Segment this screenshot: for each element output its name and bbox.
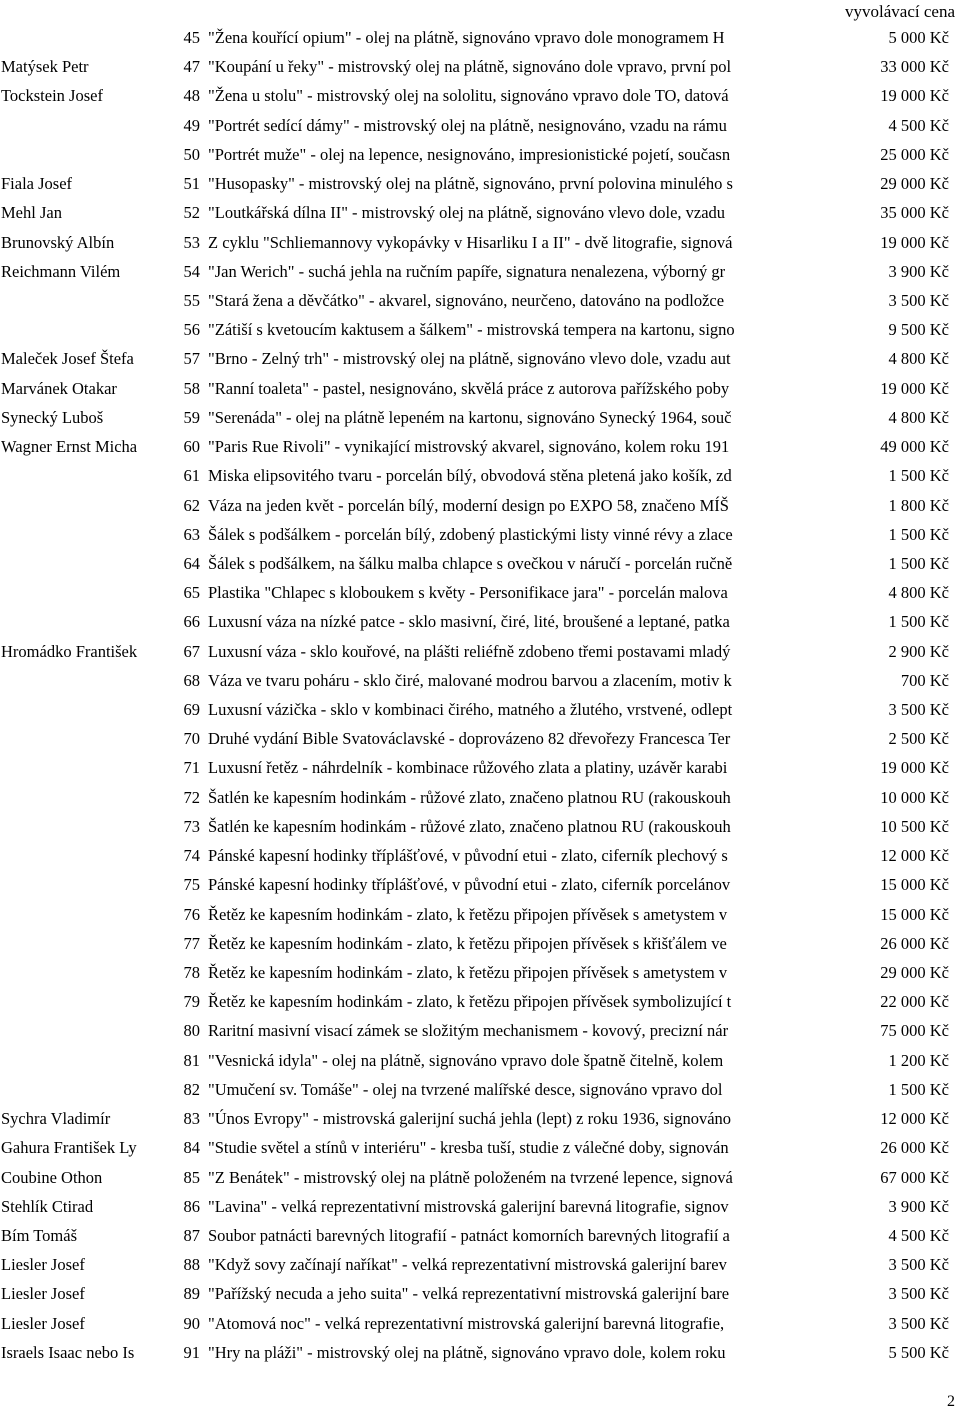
lot-number: 62	[183, 495, 200, 515]
lot-author: Tockstein Josef	[1, 86, 103, 106]
lot-row	[0, 1250, 960, 1279]
lot-number: 52	[183, 203, 200, 223]
lot-starting-price: 10 500 Kč	[880, 816, 949, 836]
lot-starting-price: 4 800 Kč	[888, 407, 949, 427]
lot-starting-price: 67 000 Kč	[880, 1167, 949, 1187]
page-number: 2	[947, 1393, 955, 1410]
lot-row	[0, 987, 960, 1016]
lot-description: Šatlén ke kapesním hodinkám - růžové zlato, značeno platnou RU (rakouskouh	[208, 787, 731, 807]
lot-starting-price: 3 500 Kč	[888, 1313, 949, 1333]
lot-description: "Když sovy začínají naříkat" - velká reprezentativní mistrovská galerijní barev	[208, 1255, 727, 1275]
lot-row	[0, 841, 960, 870]
lot-number: 66	[183, 612, 200, 632]
lot-description: Luxusní váza - sklo kouřové, na plášti reliéfně zdobeno třemi postavami mladý	[208, 641, 731, 661]
lot-starting-price: 12 000 Kč	[880, 1109, 949, 1129]
lot-author: Matýsek Petr	[1, 57, 89, 77]
lot-description: "Únos Evropy" - mistrovská galerijní suchá jehla (lept) z roku 1936, signováno	[208, 1109, 732, 1129]
lot-description: Luxusní řetěz - náhrdelník - kombinace růžového zlata a platiny, uzávěr karabi	[208, 758, 728, 778]
lot-starting-price: 19 000 Kč	[880, 758, 949, 778]
lot-description: "Žena u stolu" - mistrovský olej na sololitu, signováno vpravo dole TO, datová	[208, 86, 729, 106]
lot-description: Miska elipsovitého tvaru - porcelán bílý, obvodová stěna pletená jako košík, zd	[208, 466, 732, 486]
lot-number: 67	[183, 641, 200, 661]
lot-starting-price: 1 500 Kč	[888, 612, 949, 632]
lot-row	[0, 140, 960, 169]
lot-row	[0, 1133, 960, 1162]
lot-description: "Z Benátek" - mistrovský olej na plátně položeném na tvrzené lepence, signová	[208, 1167, 733, 1187]
lot-number: 45	[183, 28, 200, 47]
lot-number: 76	[183, 904, 200, 924]
lot-description: Šálek s podšálkem - porcelán bílý, zdobený plastickými listy vinné révy a zlace	[208, 524, 733, 544]
lot-number: 54	[183, 261, 200, 281]
lot-row	[0, 257, 960, 286]
lot-description: Z cyklu "Schliemannovy vykopávky v Hisarliku I a II" - dvě litografie, signová	[208, 232, 733, 252]
lot-row	[0, 724, 960, 753]
lot-description: Šálek s podšálkem, na šálku malba chlapce s ovečkou v náručí - porcelán ručně	[208, 553, 733, 573]
lot-starting-price: 3 900 Kč	[888, 261, 949, 281]
lot-starting-price: 19 000 Kč	[880, 232, 949, 252]
lot-row	[0, 1279, 960, 1308]
lot-number: 87	[183, 1225, 200, 1245]
lot-starting-price: 49 000 Kč	[880, 437, 949, 457]
lot-description: "Husopasky" - mistrovský olej na plátně, signováno, první polovina minulého s	[208, 174, 733, 194]
lot-starting-price: 35 000 Kč	[880, 203, 949, 223]
lot-author: Israels Isaac nebo Is	[1, 1342, 135, 1362]
lot-starting-price: 10 000 Kč	[880, 787, 949, 807]
lot-number: 55	[183, 290, 200, 310]
lot-starting-price: 1 800 Kč	[888, 495, 949, 515]
lot-row	[0, 1046, 960, 1075]
lot-starting-price: 19 000 Kč	[880, 378, 949, 398]
lot-starting-price: 1 500 Kč	[888, 524, 949, 544]
lot-row	[0, 578, 960, 607]
lot-row	[0, 812, 960, 841]
lot-starting-price: 2 500 Kč	[888, 729, 949, 749]
lot-starting-price: 3 900 Kč	[888, 1196, 949, 1216]
lot-row	[0, 753, 960, 782]
lot-row	[0, 111, 960, 140]
lot-starting-price: 19 000 Kč	[880, 86, 949, 106]
lot-number: 57	[183, 349, 200, 369]
lot-starting-price: 3 500 Kč	[888, 1284, 949, 1304]
lot-starting-price: 26 000 Kč	[880, 933, 949, 953]
lot-author: Wagner Ernst Micha	[1, 437, 138, 457]
lot-number: 71	[183, 758, 200, 778]
lot-number: 63	[183, 524, 200, 544]
lot-starting-price: 75 000 Kč	[880, 1021, 949, 1041]
lot-starting-price: 4 800 Kč	[888, 583, 949, 603]
lot-row	[0, 403, 960, 432]
lot-author: Marvánek Otakar	[1, 378, 117, 398]
lot-description: Řetěz ke kapesním hodinkám - zlato, k řetězu připojen přívěsek symbolizující t	[208, 992, 732, 1012]
lot-author: Liesler Josef	[1, 1284, 85, 1304]
lot-row	[0, 461, 960, 490]
lot-number: 80	[183, 1021, 200, 1041]
lot-starting-price: 33 000 Kč	[880, 57, 949, 77]
lot-author: Maleček Josef Štefa	[1, 349, 134, 369]
lot-number: 47	[183, 57, 200, 77]
lot-description: Soubor patnácti barevných litografií - patnáct komorních barevných litografií a	[208, 1225, 730, 1245]
lot-number: 72	[183, 787, 200, 807]
lot-author: Brunovský Albín	[1, 232, 115, 252]
lot-number: 84	[183, 1138, 200, 1158]
lot-author: Stehlík Ctirad	[1, 1196, 94, 1216]
lot-description: "Koupání u řeky" - mistrovský olej na plátně, signováno dole vpravo, první pol	[208, 57, 732, 77]
lot-number: 60	[183, 437, 200, 457]
lot-author: Sychra Vladimír	[1, 1109, 111, 1129]
lot-author: Liesler Josef	[1, 1313, 85, 1333]
lot-description: Řetěz ke kapesním hodinkám - zlato, k řetězu připojen přívěsek s křišťálem ve	[208, 933, 727, 953]
lot-author: Mehl Jan	[1, 203, 62, 223]
lot-number: 73	[183, 816, 200, 836]
lot-row	[0, 958, 960, 987]
lot-description: Raritní masivní visací zámek se složitým mechanismem - kovový, precizní nár	[208, 1021, 729, 1041]
lot-starting-price: 700 Kč	[900, 670, 949, 690]
lot-row	[0, 520, 960, 549]
lot-description: Plastika "Chlapec s kloboukem s květy - Personifikace jara" - porcelán malova	[208, 583, 728, 603]
lot-starting-price: 12 000 Kč	[880, 846, 949, 866]
lot-row	[0, 783, 960, 812]
lot-number: 61	[183, 466, 200, 486]
lot-row	[0, 315, 960, 344]
lot-row	[0, 870, 960, 899]
lot-author: Synecký Luboš	[1, 407, 104, 427]
lot-author: Reichmann Vilém	[1, 261, 121, 281]
lot-row	[0, 432, 960, 461]
lot-row	[0, 286, 960, 315]
lot-number: 49	[183, 115, 200, 135]
lot-description: "Pařížský necuda a jeho suita" - velká reprezentativní mistrovská galerijní bare	[208, 1284, 730, 1304]
lot-description: Řetěz ke kapesním hodinkám - zlato, k řetězu připojen přívěsek s ametystem v	[208, 963, 728, 982]
lot-description: "Portrét sedící dámy" - mistrovský olej na plátně, nesignováno, vzadu na rámu	[208, 115, 727, 135]
lot-number: 70	[183, 729, 200, 749]
lot-description: Šatlén ke kapesním hodinkám - růžové zlato, značeno platnou RU (rakouskouh	[208, 816, 731, 836]
lot-starting-price: 29 000 Kč	[880, 174, 949, 194]
lot-starting-price: 15 000 Kč	[880, 904, 949, 924]
lot-number: 85	[183, 1167, 200, 1187]
lot-description: "Stará žena a děvčátko" - akvarel, signováno, neurčeno, datováno na podložce	[208, 290, 725, 310]
lot-description: Váza na jeden květ - porcelán bílý, moderní design po EXPO 58, značeno MÍŠ	[208, 495, 729, 515]
lot-row	[0, 1338, 960, 1367]
lot-starting-price: 9 500 Kč	[888, 320, 949, 340]
lot-number: 69	[183, 700, 200, 720]
lot-number: 75	[183, 875, 200, 895]
lot-description: "Umučení sv. Tomáše" - olej na tvrzené malířské desce, signováno vpravo dol	[208, 1079, 723, 1099]
lot-description: "Atomová noc" - velká reprezentativní mistrovská galerijní barevná litografie,	[208, 1313, 725, 1333]
lot-number: 89	[183, 1284, 200, 1304]
lot-author: Gahura František Ly	[1, 1138, 137, 1158]
lot-description: "Paris Rue Rivoli" - vynikající mistrovský akvarel, signováno, kolem roku 191	[208, 437, 730, 457]
lot-author: Hromádko František	[1, 641, 138, 661]
lot-starting-price: 3 500 Kč	[888, 290, 949, 310]
lot-starting-price: 4 500 Kč	[888, 115, 949, 135]
lot-description: Pánské kapesní hodinky tříplášťové, v původní etui - zlato, ciferník plechový s	[208, 846, 728, 866]
lot-number: 83	[183, 1109, 200, 1129]
lot-author: Liesler Josef	[1, 1255, 85, 1275]
lot-description: Luxusní vázička - sklo v kombinaci čirého, matného a žlutého, vrstvené, odlept	[208, 700, 733, 720]
lot-starting-price: 1 500 Kč	[888, 1079, 949, 1099]
lot-starting-price: 3 500 Kč	[888, 1255, 949, 1275]
lot-number: 53	[183, 232, 200, 252]
lot-row	[0, 666, 960, 695]
lot-row	[0, 491, 960, 520]
lot-row	[0, 169, 960, 198]
lot-row	[0, 1192, 960, 1221]
lot-starting-price: 26 000 Kč	[880, 1138, 949, 1158]
lot-row	[0, 344, 960, 373]
lot-number: 86	[183, 1196, 200, 1216]
lot-row	[0, 81, 960, 110]
lot-row	[0, 929, 960, 958]
lot-row	[0, 1016, 960, 1045]
lot-row	[0, 374, 960, 403]
lot-starting-price: 5 500 Kč	[888, 1342, 949, 1362]
lot-starting-price: 15 000 Kč	[880, 875, 949, 895]
lot-starting-price: 1 500 Kč	[888, 553, 949, 573]
lot-number: 78	[183, 963, 200, 982]
lot-number: 90	[183, 1313, 200, 1333]
lot-number: 65	[183, 583, 200, 603]
lot-row	[0, 1309, 960, 1338]
lot-description: "Vesnická idyla" - olej na plátně, signováno vpravo dole špatně čitelně, kolem	[208, 1050, 724, 1070]
lot-starting-price: 3 500 Kč	[888, 700, 949, 720]
lot-number: 68	[183, 670, 200, 690]
lot-number: 48	[183, 86, 200, 106]
lot-starting-price: 2 900 Kč	[888, 641, 949, 661]
lot-description: "Serenáda" - olej na plátně lepeném na kartonu, signováno Synecký 1964, souč	[208, 407, 732, 427]
lot-starting-price: 4 800 Kč	[888, 349, 949, 369]
lot-description: "Lavina" - velká reprezentativní mistrovská galerijní barevná litografie, signov	[208, 1196, 729, 1216]
lot-number: 58	[183, 378, 200, 398]
lot-number: 56	[183, 320, 200, 340]
lot-row	[0, 23, 960, 52]
lot-author: Bím Tomáš	[1, 1225, 78, 1245]
lot-row	[0, 1221, 960, 1250]
lot-starting-price: 22 000 Kč	[880, 992, 949, 1012]
lot-description: "Loutkářská dílna II" - mistrovský olej na plátně, signováno vlevo dole, vzadu	[208, 203, 726, 223]
lot-row	[0, 549, 960, 578]
lot-row	[0, 198, 960, 227]
lot-row	[0, 900, 960, 929]
lot-number: 79	[183, 992, 200, 1012]
lot-author: Fiala Josef	[1, 174, 73, 194]
lot-description: "Portrét muže" - olej na lepence, nesignováno, impresionistické pojetí, současn	[208, 144, 731, 164]
price-column-header: vyvolávací cena	[845, 2, 955, 21]
lot-description: "Ranní toaleta" - pastel, nesignováno, skvělá práce z autorova pařížského poby	[208, 378, 730, 398]
lot-row	[0, 695, 960, 724]
lot-description: Řetěz ke kapesním hodinkám - zlato, k řetězu připojen přívěsek s ametystem v	[208, 904, 728, 924]
auction-lot-list	[0, 23, 960, 1367]
lot-row	[0, 607, 960, 636]
lot-row	[0, 1075, 960, 1104]
lot-starting-price: 1 200 Kč	[888, 1050, 949, 1070]
lot-description: Pánské kapesní hodinky tříplášťové, v původní etui - zlato, ciferník porcelánov	[208, 875, 731, 895]
lot-author: Coubine Othon	[1, 1167, 103, 1187]
lot-starting-price: 5 000 Kč	[888, 28, 949, 47]
lot-row	[0, 228, 960, 257]
lot-row	[0, 1163, 960, 1192]
lot-description: Druhé vydání Bible Svatováclavské - doprovázeno 82 dřevořezy Francesca Ter	[208, 729, 731, 749]
lot-number: 91	[183, 1342, 200, 1362]
lot-number: 51	[183, 174, 200, 194]
lot-description: "Brno - Zelný trh" - mistrovský olej na plátně, signováno vlevo dole, vzadu aut	[208, 349, 731, 369]
lot-number: 77	[183, 933, 200, 953]
lot-number: 74	[183, 846, 200, 866]
lot-description: "Žena kouřící opium" - olej na plátně, signováno vpravo dole monogramem H	[208, 28, 725, 47]
lot-description: Luxusní váza na nízké patce - sklo masivní, čiré, lité, broušené a leptané, patka	[208, 612, 730, 632]
lot-description: Váza ve tvaru poháru - sklo čiré, malované modrou barvou a zlacením, motiv k	[208, 670, 732, 690]
lot-description: "Hry na pláži" - mistrovský olej na plátně, signováno vpravo dole, kolem roku	[208, 1342, 726, 1362]
lot-row	[0, 637, 960, 666]
lot-row	[0, 1104, 960, 1133]
lot-number: 82	[183, 1079, 200, 1099]
lot-number: 50	[183, 144, 200, 164]
lot-number: 64	[183, 553, 200, 573]
lot-starting-price: 25 000 Kč	[880, 144, 949, 164]
lot-row	[0, 52, 960, 81]
lot-starting-price: 4 500 Kč	[888, 1225, 949, 1245]
lot-number: 81	[183, 1050, 200, 1070]
lot-starting-price: 1 500 Kč	[888, 466, 949, 486]
lot-starting-price: 29 000 Kč	[880, 963, 949, 982]
lot-description: "Zátiší s kvetoucím kaktusem a šálkem" - mistrovská tempera na kartonu, signo	[208, 320, 735, 340]
lot-description: "Studie světel a stínů v interiéru" - kresba tuší, studie z válečné doby, signován	[208, 1138, 729, 1158]
lot-number: 88	[183, 1255, 200, 1275]
lot-description: "Jan Werich" - suchá jehla na ručním papíře, signatura nenalezena, výborný gr	[208, 261, 726, 281]
lot-number: 59	[183, 407, 200, 427]
